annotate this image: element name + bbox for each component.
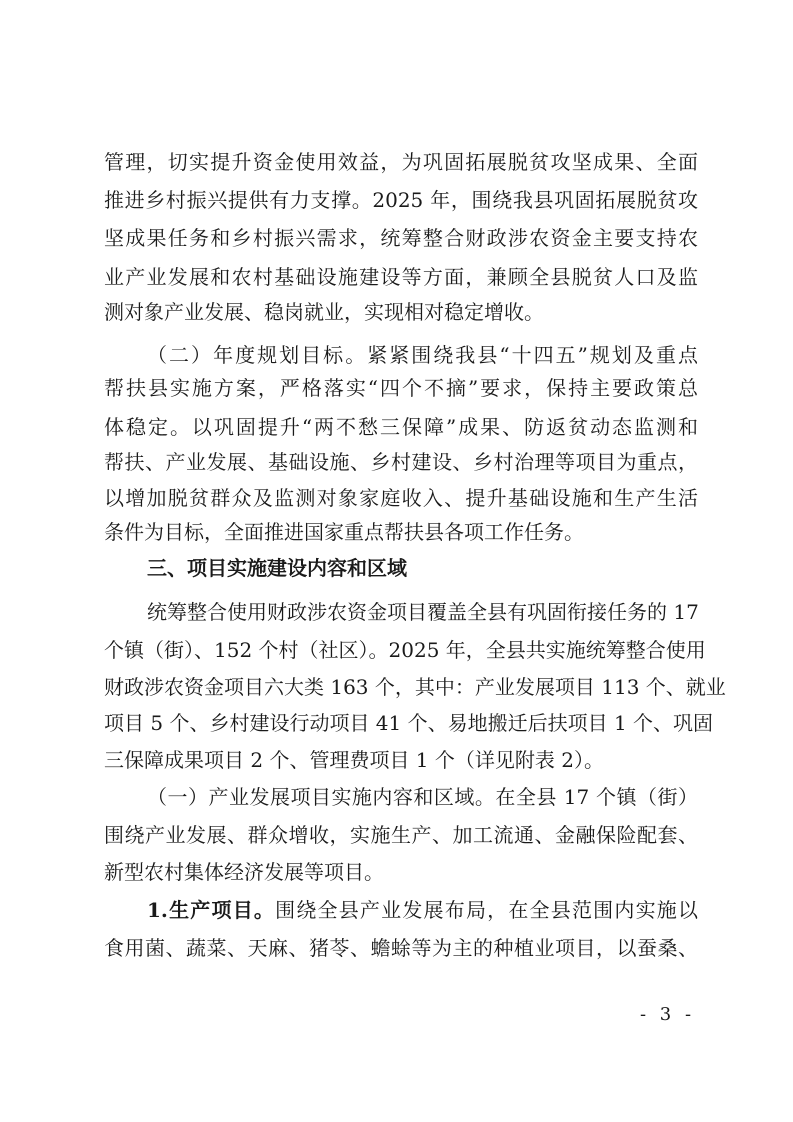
paragraph-line: 帮扶、产业发展、基础设施、乡村建设、乡村治理等项目为重点， [104,450,698,474]
section-heading: 三、项目实施建设内容和区域 [147,556,407,580]
paragraph-line: 帮扶县实施方案，严格落实“四个不摘”要求，保持主要政策总 [104,376,698,400]
paragraph-line: 坚成果任务和乡村振兴需求，统筹整合财政涉农资金主要支持农 [104,226,698,250]
paragraph-line: 个镇（街）、152 个村（社区）。2025 年，全县共实施统筹整合使用 [104,638,706,662]
paragraph-line: 项目 5 个、乡村建设行动项目 41 个、易地搬迁后扶项目 1 个、巩固 [104,711,714,735]
paragraph-line: 体稳定。以巩固提升“两不愁三保障”成果、防返贫动态监测和 [104,415,698,439]
paragraph-line: 业产业发展和农村基础设施建设等方面，兼顾全县脱贫人口及监 [104,265,698,289]
paragraph-line: 推进乡村振兴提供有力支撑。2025 年，围绕我县巩固拓展脱贫攻 [104,188,698,212]
paragraph-line: 管理，切实提升资金使用效益，为巩固拓展脱贫攻坚成果、全面 [104,150,698,174]
paragraph-line: （二）年度规划目标。紧紧围绕我县“十四五”规划及重点 [147,343,698,367]
subheading-lead: 1.生产项目。 [147,898,276,922]
paragraph-line: 条件为目标，全面推进国家重点帮扶县各项工作任务。 [104,520,584,544]
paragraph-line: 三保障成果项目 2 个、管理费项目 1 个（详见附表 2）。 [104,748,604,772]
paragraph-line: 财政涉农资金项目六大类 163 个，其中：产业发展项目 113 个、就业 [104,675,726,699]
paragraph-line: （一）产业发展项目实施内容和区域。在全县 17 个镇（街） [147,785,698,809]
paragraph-line: 测对象产业发展、稳岗就业，实现相对稳定增收。 [104,300,544,324]
paragraph-line: 统筹整合使用财政涉农资金项目覆盖全县有巩固衔接任务的 17 [147,600,699,624]
paragraph-line [147,895,698,925]
paragraph-line: 新型农村集体经济发展等项目。 [104,860,384,884]
paragraph-line: 以增加脱贫群众及监测对象家庭收入、提升基础设施和生产生活 [104,486,698,510]
paragraph-line: 食用菌、蔬菜、天麻、猪苓、蟾蜍等为主的种植业项目，以蚕桑、 [104,936,698,960]
page-number: - 3 - [640,1004,696,1025]
paragraph-line: 围绕产业发展、群众增收，实施生产、加工流通、金融保险配套、 [104,823,698,847]
paragraph-text: 围绕全县产业发展布局，在全县范围内实施以 [275,898,698,922]
